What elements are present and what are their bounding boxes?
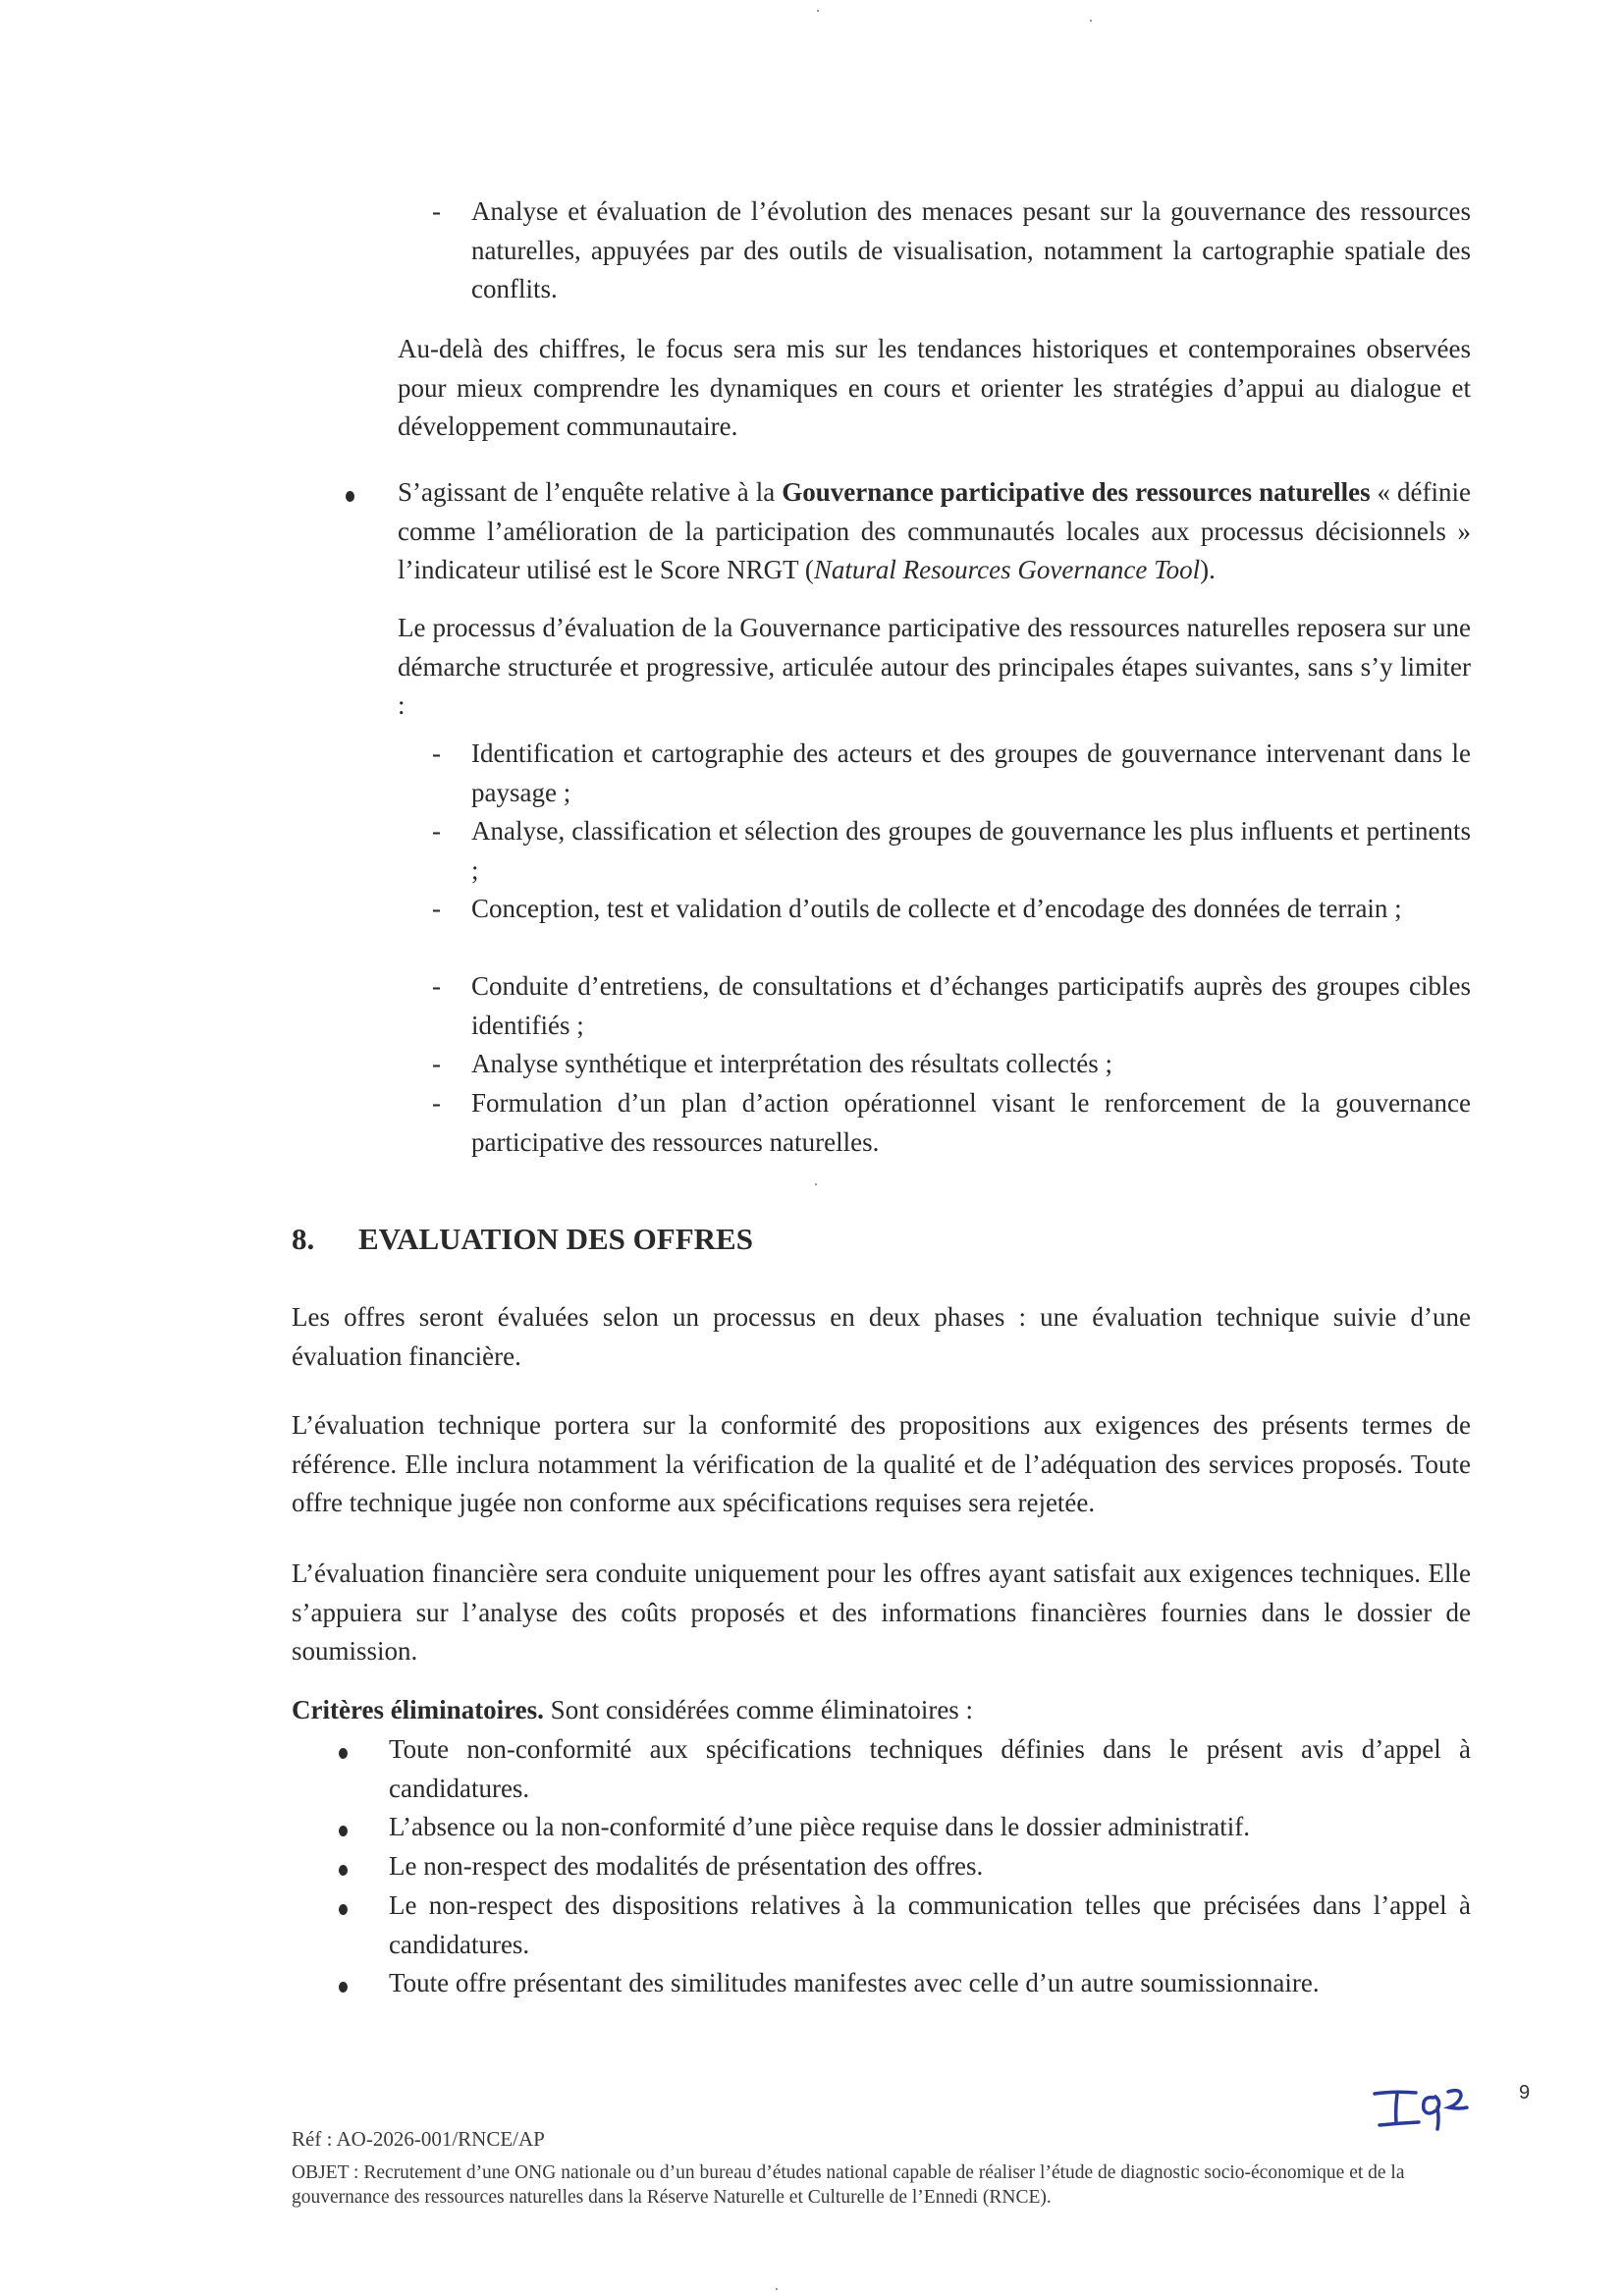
- step-item: Conception, test et validation d’outils de collecte et d’encodage des données de terrain ;: [471, 894, 1402, 923]
- criteria-item: Toute offre présentant des similitudes manifestes avec celle d’un autre soumissionnaire.: [389, 1968, 1320, 1997]
- criteria-item: Toute non-conformité aux spécifications techniques définies dans le présent avis d’appel à candidatures.: [389, 1734, 1471, 1803]
- paragraph-beyond-figures: Au-delà des chiffres, le focus sera mis sur les tendances historiques et contemporaines observées pour mieux comprendre les dynamiques en cours et orienter les stratégies d’appui au dialogue et développement communautaire.: [398, 334, 1471, 441]
- section-number: 8.: [292, 1222, 315, 1256]
- paragraph-two-phases: Les offres seront évaluées selon un processus en deux phases : une évaluation technique suivie d’une évaluation financière.: [292, 1302, 1471, 1371]
- scan-speck: [1090, 20, 1092, 22]
- footer-object: OBJET : Recrutement d’une ONG nationale ou d’un bureau d’études national capable de réaliser l’étude de diagnostic socio-économique et de la gouvernance des ressources naturelles dans la Réserve Naturelle et Culturelle de l’Ennedi (RNCE).: [292, 2162, 1405, 2208]
- bullet-icon: [346, 491, 354, 502]
- governance-bold-term: Gouvernance participative des ressources naturelles: [782, 477, 1371, 507]
- dash-marker: -: [432, 894, 441, 923]
- dash-marker: -: [432, 1049, 441, 1078]
- governance-bullet-text: [398, 473, 1471, 590]
- criteria-item: L’absence ou la non-conformité d’une pièce requise dans le dossier administratif.: [389, 1812, 1250, 1841]
- governance-suffix: ).: [1200, 555, 1216, 584]
- criteria-label: Critères éliminatoires.: [292, 1695, 544, 1724]
- section-heading: [292, 1222, 753, 1257]
- dash-marker: -: [432, 971, 441, 1001]
- scan-speck: [817, 10, 819, 12]
- governance-prefix: S’agissant de l’enquête relative à la: [398, 477, 783, 507]
- bullet-icon: [339, 1982, 348, 1993]
- dash-marker: -: [432, 816, 441, 846]
- governance-middle: « définie comme l’amélioration de la participation des communautés locales aux processus décisionnels » l’indicateur utilisé est le Score NRGT (: [398, 477, 1471, 584]
- bullet-icon: [339, 1865, 348, 1876]
- criteria-item: Le non-respect des modalités de présentation des offres.: [389, 1851, 984, 1881]
- step-item: Analyse synthétique et interprétation des résultats collectés ;: [471, 1049, 1113, 1078]
- step-item: Identification et cartographie des acteurs et des groupes de gouvernance intervenant dans le paysage ;: [471, 738, 1471, 807]
- bullet-icon: [339, 1904, 348, 1915]
- step-item: Formulation d’un plan d’action opérationnel visant le renforcement de la gouvernance participative des ressources naturelles.: [471, 1088, 1471, 1157]
- page-number: 9: [1519, 2082, 1531, 2104]
- criteria-intro: Sont considérées comme éliminatoires :: [543, 1695, 974, 1724]
- dash-marker: -: [432, 1088, 441, 1118]
- paragraph-technical-evaluation: L’évaluation technique portera sur la conformité des propositions aux exigences des présents termes de référence. Elle inclura notamment la vérification de la qualité et de l’adéquation des services proposés. Toute offre technique jugée non conforme aux spécifications requises sera rejetée.: [292, 1410, 1471, 1517]
- intro-dash-item: Analyse et évaluation de l’évolution des menaces pesant sur la gouvernance des ressources naturelles, appuyées par des outils de visualisation, notamment la cartographie spatiale des conflits.: [471, 196, 1471, 303]
- dash-marker: -: [432, 738, 441, 768]
- section-title: EVALUATION DES OFFRES: [358, 1222, 753, 1256]
- bullet-icon: [339, 1748, 348, 1759]
- dash-marker: -: [432, 196, 441, 226]
- nrgt-italic-term: Natural Resources Governance Tool: [813, 555, 1201, 584]
- step-item: Conduite d’entretiens, de consultations et d’échanges participatifs auprès des groupes cibles identifiés ;: [471, 971, 1471, 1040]
- paragraph-financial-evaluation: L’évaluation financière sera conduite uniquement pour les offres ayant satisfait aux exigences techniques. Elle s’appuiera sur l’analyse des coûts proposés et des informations financières fournies dans le dossier de soumission.: [292, 1558, 1471, 1666]
- footer-reference: Réf : AO-2026-001/RNCE/AP: [292, 2127, 545, 2151]
- bullet-icon: [339, 1826, 348, 1836]
- scan-speck: [776, 2288, 778, 2290]
- paragraph-process: Le processus d’évaluation de la Gouvernance participative des ressources naturelles reposera sur une démarche structurée et progressive, articulée autour des principales étapes suivantes, sans s’y limiter :: [398, 613, 1471, 720]
- handwritten-initials: [1365, 2074, 1473, 2133]
- criteria-item: Le non-respect des dispositions relatives à la communication telles que précisées dans l’appel à candidatures.: [389, 1890, 1471, 1959]
- criteria-heading: [292, 1691, 1471, 1730]
- scan-speck: [815, 1183, 817, 1185]
- step-item: Analyse, classification et sélection des groupes de gouvernance les plus influents et pertinents ;: [471, 816, 1471, 885]
